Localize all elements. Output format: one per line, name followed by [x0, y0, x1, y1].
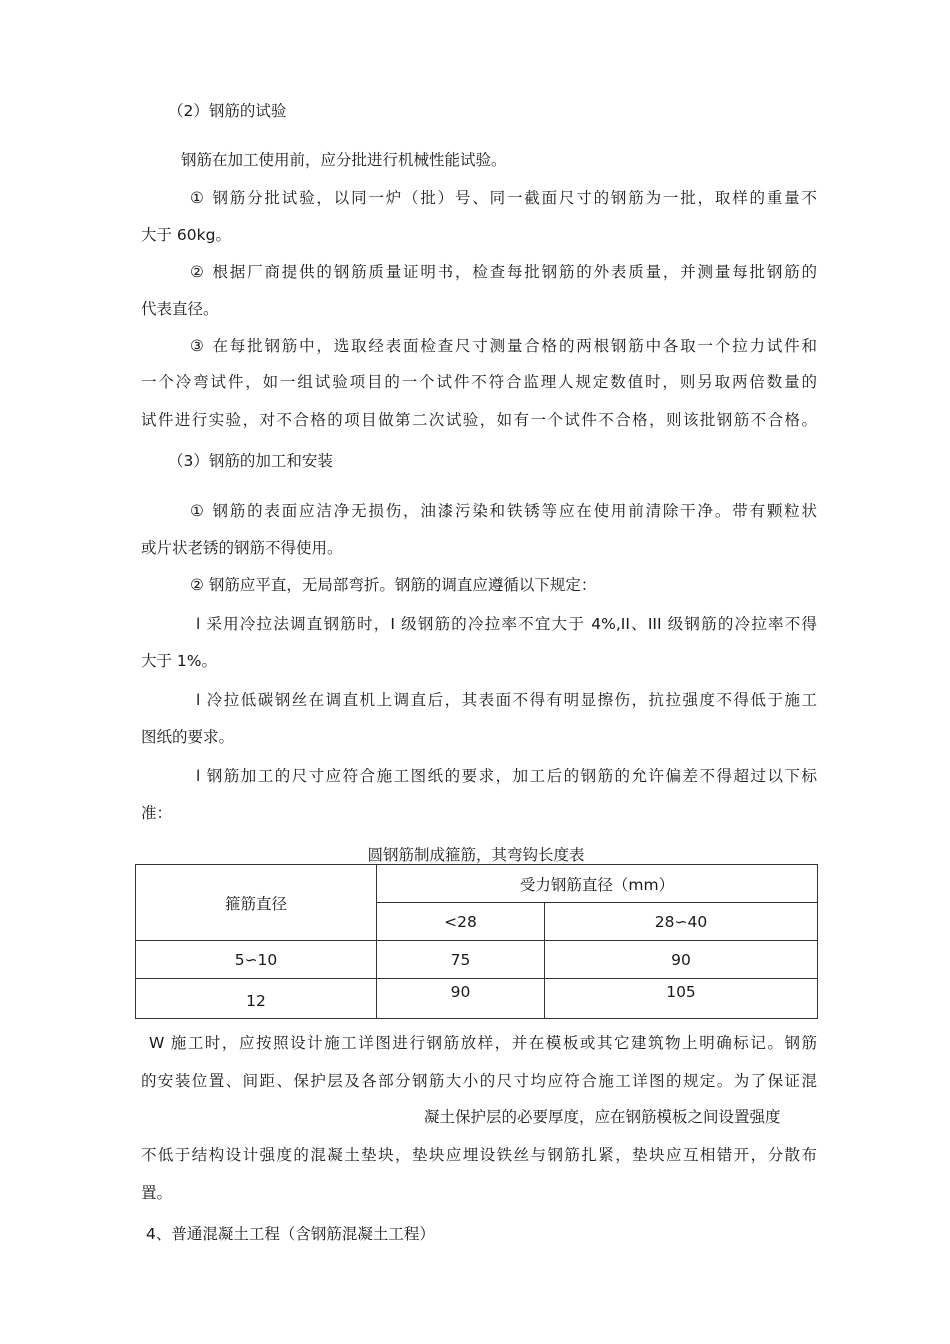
item-2-line-1: ② 根据厂商提供的钢筋质量证明书，检查每批钢筋的外表质量，并测量每批钢筋的	[190, 263, 817, 281]
item-3-line-3: 试件进行实验，对不合格的项目做第二次试验，如有一个试件不合格，则该批钢筋不合格。	[141, 411, 817, 429]
bullet-2-line-1: l 冷拉低碳钢丝在调直机上调直后，其表面不得有明显擦伤，抗拉强度不得低于施工	[196, 691, 817, 709]
s3-item-2: ② 钢筋应平直，无局部弯折。钢筋的调直应遵循以下规定：	[190, 576, 597, 594]
table-cell: 105	[545, 979, 818, 1019]
bullet-3-line-1: l 钢筋加工的尺寸应符合施工图纸的要求，加工后的钢筋的允许偏差不得超过以下标	[196, 767, 817, 785]
section-2-intro: 钢筋在加工使用前，应分批进行机械性能试验。	[181, 151, 507, 169]
table-header-main-bar-diameter: 受力钢筋直径（mm）	[377, 865, 818, 903]
paragraph-w-line-3: 凝土保护层的必要厚度，应在钢筋模板之间设置强度	[424, 1108, 781, 1126]
table-cell: 12	[136, 979, 377, 1019]
paragraph-w-line-2: 的安装位置、间距、保护层及各部分钢筋大小的尺寸均应符合施工详图的规定。为了保证混	[141, 1072, 817, 1090]
s3-item-1-line-1: ① 钢筋的表面应洁净无损伤，油漆污染和铁锈等应在使用前清除干净。带有颗粒状	[190, 502, 817, 520]
paragraph-w-line-4: 不低于结构设计强度的混凝土垫块，垫块应埋设铁丝与钢筋扎紧，垫块应互相错开，分散布	[141, 1146, 817, 1164]
item-3-line-1: ③ 在每批钢筋中，选取经表面检查尺寸测量合格的两根钢筋中各取一个拉力试件和	[190, 337, 817, 355]
s3-item-1-line-2: 或片状老锈的钢筋不得使用。	[141, 539, 343, 557]
bullet-2-line-2: 图纸的要求。	[141, 728, 235, 746]
section-4-heading: 4、普通混凝土工程（含钢筋混凝土工程）	[146, 1225, 435, 1243]
section-3-heading: （3）钢筋的加工和安装	[168, 452, 333, 470]
hook-length-table	[135, 864, 818, 1019]
item-1-line-1: ① 钢筋分批试验，以同一炉（批）号、同一截面尺寸的钢筋为一批，取样的重量不	[190, 189, 817, 207]
item-2-line-2: 代表直径。	[141, 300, 219, 318]
table-subheader-28-40: 28∽40	[545, 903, 818, 941]
table-cell: 75	[377, 941, 545, 979]
item-1-line-2: 大于 60kg。	[141, 226, 231, 244]
table-caption: 圆钢筋制成箍筋，其弯钩长度表	[367, 846, 585, 864]
paragraph-w-line-1: W 施工时，应按照设计施工详图进行钢筋放样，并在模板或其它建筑物上明确标记。钢筋	[149, 1034, 817, 1052]
bullet-3-line-2: 准：	[141, 804, 173, 822]
bullet-1-line-2: 大于 1%。	[141, 652, 218, 670]
item-3-line-2: 一个冷弯试件，如一组试验项目的一个试件不符合监理人规定数值时，则另取两倍数量的	[141, 373, 817, 391]
table-header-stirrup-diameter: 箍筋直径	[136, 865, 377, 941]
table-subheader-under-28: <28	[377, 903, 545, 941]
table-row	[136, 941, 818, 979]
paragraph-w-line-5: 置。	[141, 1184, 173, 1202]
table-cell: 5∽10	[136, 941, 377, 979]
table-cell: 90	[545, 941, 818, 979]
table-row	[136, 979, 818, 1019]
bullet-1-line-1: l 采用冷拉法调直钢筋时，I 级钢筋的冷拉率不宜大于 4%,II、III 级钢筋的冷拉率不得	[196, 615, 817, 633]
table-cell: 90	[377, 979, 545, 1019]
section-2-heading: （2）钢筋的试验	[168, 102, 287, 120]
